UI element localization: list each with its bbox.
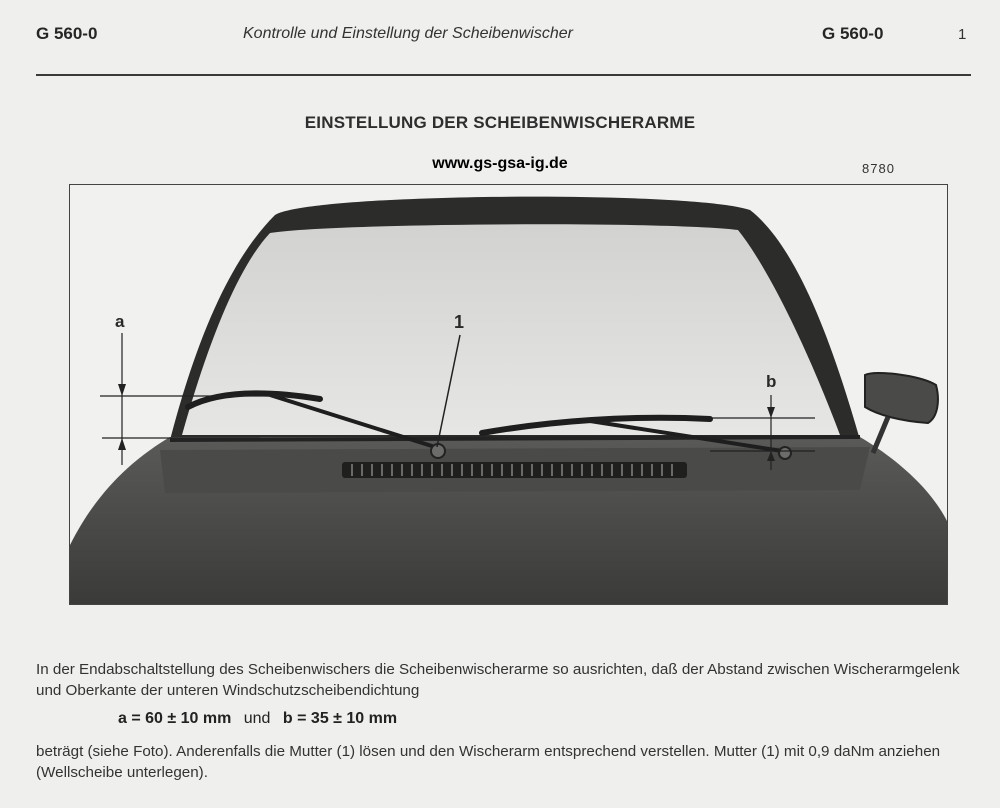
header-code-left: G 560-0 (36, 24, 98, 43)
label-1: 1 (454, 312, 465, 332)
wiper-photo-figure (69, 184, 948, 605)
windshield-glass (182, 224, 840, 435)
header-rule (36, 74, 971, 76)
paragraph-1: In der Endabschaltstellung des Scheibenwischers die Scheibenwischerarme so ausrichten, daß der Abstand zwischen Wischerarmgelenk und Oberkante der unteren Windschutzscheibendichtung (36, 661, 960, 699)
formula-a: a = 60 ± 10 mm (118, 710, 232, 727)
label-b: b (766, 372, 777, 391)
website-link[interactable]: www.gs-gsa-ig.de (432, 155, 568, 172)
left-wiper-pivot (431, 444, 445, 458)
figure-number: 8780 (862, 161, 895, 176)
side-mirror (865, 373, 938, 423)
vent-grille (342, 462, 687, 478)
formula-b: b = 35 ± 10 mm (282, 710, 398, 727)
header-title: Kontrolle und Einstellung der Scheibenwischer (243, 25, 573, 42)
label-a: a (115, 312, 125, 331)
formula-und: und (243, 710, 271, 727)
windshield-illustration (70, 185, 948, 605)
formula-line (118, 710, 397, 728)
page-number: 1 (958, 26, 967, 43)
right-wiper-pivot (779, 447, 791, 459)
section-title: EINSTELLUNG DER SCHEIBENWISCHERARME (304, 113, 696, 132)
header-code-right: G 560-0 (822, 24, 884, 43)
paragraph-2: beträgt (siehe Foto). Anderenfalls die Mutter (1) lösen und den Wischerarm entsprechend verstellen. Mutter (1) mit 0,9 daNm anziehen (Wellscheibe unterlegen). (36, 743, 941, 781)
